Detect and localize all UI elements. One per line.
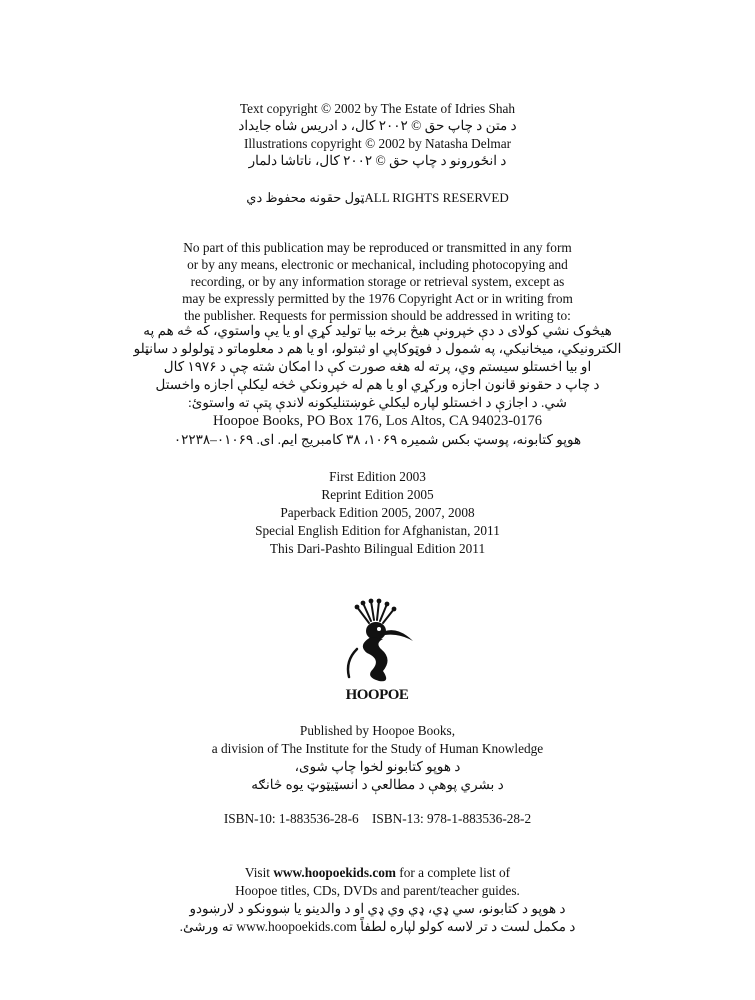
rights-en: ALL RIGHTS RESERVED [364, 190, 509, 205]
visit-ps2: د مکمل لست د تر لاسه کولو لپاره لطفاً www.hoopoekids.com ته ورشئ. [179, 919, 576, 934]
logo-text: HOOPOE [345, 687, 409, 703]
edition-line: Reprint Edition 2005 [321, 487, 434, 502]
editions-section [0, 468, 755, 558]
illustrations-copyright-ps: د انځورونو د چاپ حق © ۲۰۰۲ کال، ناتاشا دلمار [248, 153, 507, 168]
notice-ps-line: او بیا اخستلو سیستم وي، پرته له هغه صورت کې دا امکان شته چې د ۱۹۷۶ کال [163, 359, 592, 374]
publisher-ps1: د هوپو کتابونو لخوا چاپ شوی، [294, 759, 461, 774]
hoopoe-logo [327, 597, 427, 717]
illustrations-copyright-en: Illustrations copyright © 2002 by Natasha Delmar [243, 136, 512, 151]
website-link[interactable]: www.hoopoekids.com [273, 865, 396, 880]
notice-en-line: may be expressly permitted by the 1976 Copyright Act or in writing from [182, 291, 573, 306]
hoopoe-bird-icon [327, 597, 427, 689]
notice-ps-line: الکترونیکي، میخانیکي، په شمول د فوټوکاپي او ثبتولو، او یا هم د معلوماتو د ټولولو د سانټلو [133, 341, 622, 356]
edition-line: Special English Edition for Afghanistan, 2011 [255, 523, 500, 538]
visit-section [0, 864, 755, 936]
text-copyright-ps: د متن د چاپ حق © ۲۰۰۲ کال، د ادریس شاه جایداد [238, 118, 517, 133]
publisher-ps2: د بشري پوهې د مطالعې د انسټیټوټ یوه څانګه [251, 777, 504, 792]
edition-line: Paperback Edition 2005, 2007, 2008 [280, 505, 475, 520]
rights-ps: ټول حقونه محفوظ دي [246, 190, 365, 205]
visit-line2: Hoopoe titles, CDs, DVDs and parent/teacher guides. [235, 883, 520, 898]
notice-en-line: No part of this publication may be reproduced or transmitted in any form [183, 240, 572, 255]
publisher-section [0, 722, 755, 794]
address-ps: هوپو کتابونه، پوسټ بکس شمیره ۱۰۶۹، ۳۸ کامبریج ایم. ای. ۰۱۰۶۹–۰۲۲۳۸ [173, 432, 582, 447]
publisher-line2: a division of The Institute for the Study of Human Knowledge [211, 741, 544, 756]
notice-en [0, 239, 755, 324]
visit-suffix: for a complete list of [395, 865, 511, 880]
notice-en-line: recording, or by any information storage or retrieval system, except as [190, 274, 565, 289]
notice-en-line: or by any means, electronic or mechanical, including photocopying and [187, 257, 568, 272]
visit-prefix: Visit [244, 865, 274, 880]
publisher-line1: Published by Hoopoe Books, [299, 723, 456, 738]
visit-ps1: د هوپو د کتابونو، سي ډي، ډي وي ډي او د والدینو یا ښوونکو د لارښودو [189, 901, 566, 916]
isbn-section [0, 810, 755, 827]
isbn13: ISBN-13: 978-1-883536-28-2 [371, 811, 532, 826]
edition-line: First Edition 2003 [329, 469, 426, 484]
notice-ps-line: د چاپ د حقونو قانون اجازه ورکړي او یا هم له خپرونکي څخه لیکلې اجازه واخستل [155, 377, 600, 392]
address-en: Hoopoe Books, PO Box 176, Los Altos, CA 94023-0176 [212, 413, 543, 429]
rights-section [0, 190, 755, 206]
notice-en-line: the publisher. Requests for permission should be addressed in writing to: [184, 308, 571, 323]
notice-ps-line: شي. د اجازې د اخستلو لپاره لیکلي غوښتنلیکونه لاندې پتې ته واستوئ: [188, 395, 567, 410]
notice-ps [0, 322, 755, 412]
edition-line: This Dari-Pashto Bilingual Edition 2011 [269, 541, 486, 556]
notice-ps-line: هیڅوک نشي کولای د دې خپرونې هیڅ برخه بیا تولید کړي او یا یې واستوي، که څه هم په [143, 323, 612, 338]
address-section [0, 412, 755, 449]
copyright-section [0, 100, 755, 170]
text-copyright-en: Text copyright © 2002 by The Estate of Idries Shah [239, 101, 516, 116]
isbn10: ISBN-10: 1-883536-28-6 [223, 811, 359, 826]
